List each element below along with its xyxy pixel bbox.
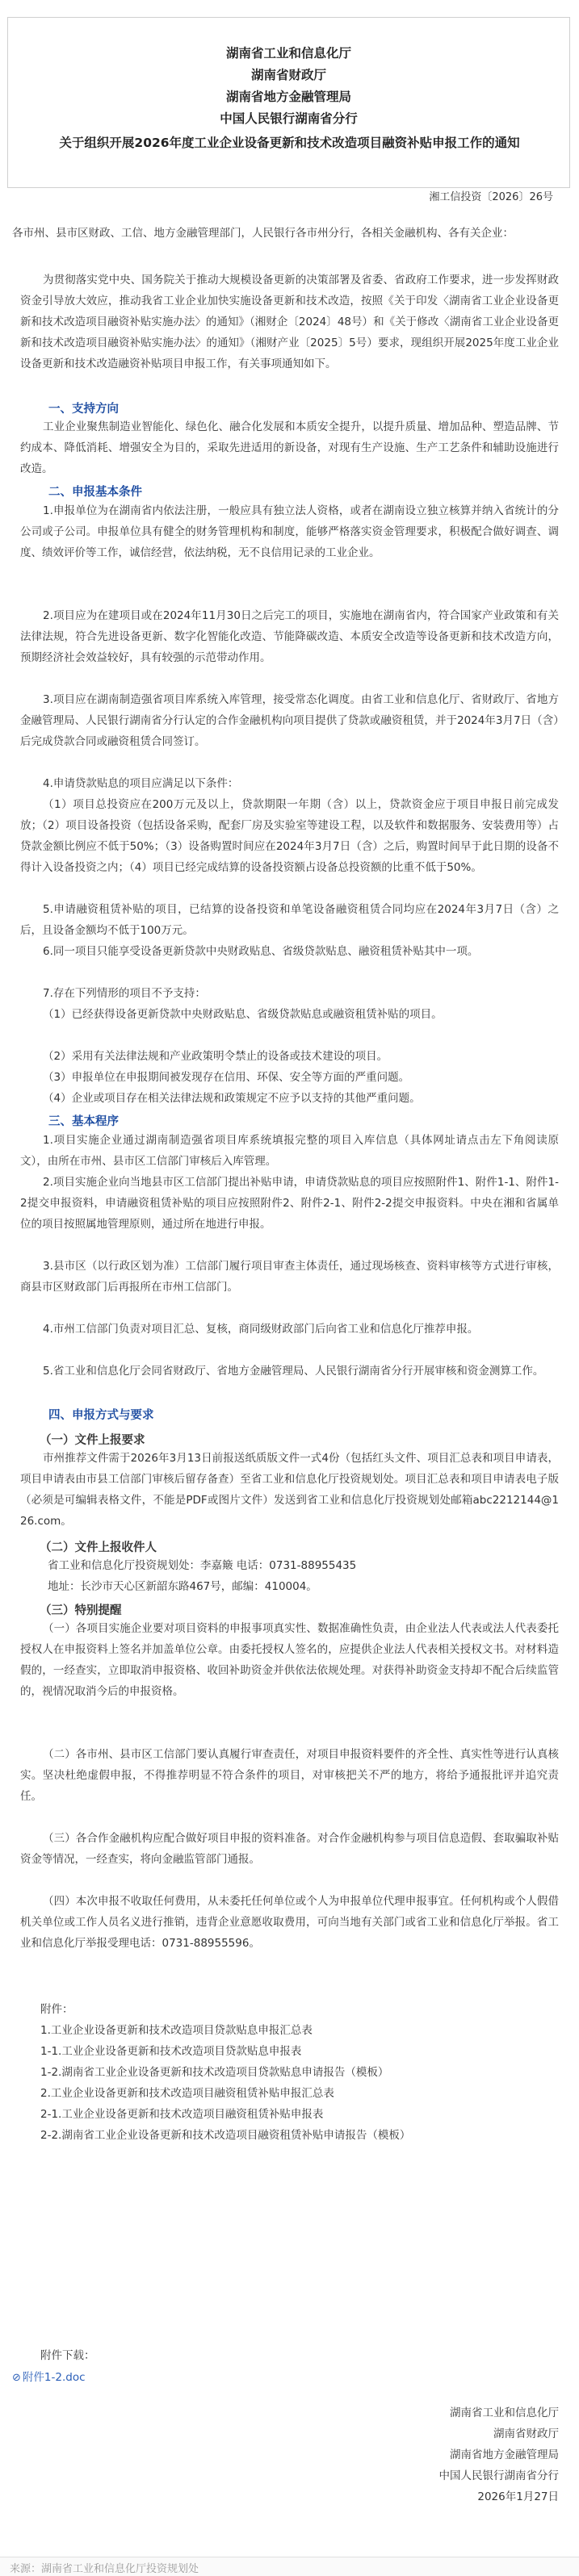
condition-item: （3）申报单位在申报期间被发现存在信用、环保、安全等方面的严重问题。 xyxy=(43,1071,410,1084)
section-heading-4: 四、申报方式与要求 xyxy=(48,1409,154,1422)
attachment-item: 2-2.湖南省工业企业设备更新和技术改造项目融资租赁补贴申请报告（模板） xyxy=(40,2129,411,2142)
attachment-item: 1-2.湖南省工业企业设备更新和技术改造项目贷款贴息申请报告（模板） xyxy=(40,2066,389,2079)
attachment-item: 2-1.工业企业设备更新和技术改造项目融资租赁补贴申报表 xyxy=(40,2108,324,2121)
condition-item: 3.项目应在湖南制造强省项目库系统入库管理，接受常态化调度。由省工业和信息化厅、省财政厅、省地方金融管理局、人民银行湖南省分行认定的合作金融机构向项目提供了贷款或融资租赁，并于2024年3月7日（含）后完成贷款合同或融资租赁合同签订。 xyxy=(20,693,559,748)
paperclip-icon: ⊘ xyxy=(12,2372,21,2384)
intro-paragraph: 为贯彻落实党中央、国务院关于推动大规模设备更新的决策部署及省委、省政府工作要求，进一步发挥财政资金引导放大效应，推动我省工业企业加快实施设备更新和技术改造，按照《关于印发〈湖南省工业企业设备更新和技术改造项目融资补贴实施办法〉的通知》（湘财企〔2024〕48号）和《关于修改〈湖南省工业企业设备更新和技术改造项目融资补贴实施办法〉的通知》（湘财产业〔2025〕5号）要求，现组织开展2025年度工业企业设备更新和技术改造融资补贴项目申报工作，有关事项通知如下。 xyxy=(20,274,559,370)
condition-item: 7.存在下列情形的项目不予支持： xyxy=(43,987,206,1000)
signature-org-1: 湖南省工业和信息化厅 xyxy=(450,2407,559,2419)
submission-requirements: 市州推荐文件需于2026年3月13日前报送纸质版文件一式4份（包括红头文件、项目汇总表和项目申请表，项目申请表由市县工信部门审核后留存备查）至省工业和信息化厅投资规划处。项目汇总表和项目申请表电子版（必须是可编辑表格文件，不能是PDF或图片文件）发送到省工业和信息化厅投资规划处邮箱abc2212144@126.com。 xyxy=(20,1452,559,1528)
salutation: 各市州、县市区财政、工信、地方金融管理部门，人民银行各市州分行，各相关金融机构、各有关企业： xyxy=(12,227,514,240)
section-heading-3: 三、基本程序 xyxy=(48,1115,119,1128)
reminder-item: （一）各项目实施企业要对项目资料的申报事项真实性、数据准确性负责，由企业法人代表或法人代表委托授权人在申报资料上签名并加盖单位公章。由委托授权人签名的，应提供企业法人代表相关授权文书。对材料造假的，一经查实，立即取消申报资格、收回补助资金并供依法依规处理。对获得补助资金支持却不配合后续监管的，视情况取消今后的申报资格。 xyxy=(20,1622,559,1698)
recipient-contact: 省工业和信息化厅投资规划处：李嘉簸 电话：0731-88955435 xyxy=(48,1559,357,1572)
document-title: 关于组织开展2026年度工业企业设备更新和技术改造项目融资补贴申报工作的通知 xyxy=(59,136,520,150)
download-label: 附件下载： xyxy=(40,2349,95,2362)
subsection-heading-3: （三）特别提醒 xyxy=(40,1604,122,1617)
procedure-item: 3.县市区（以行政区划为准）工信部门履行项目审查主体责任，通过现场核查、资料审核等方式进行审核，商县市区财政部门后再报所在市州工信部门。 xyxy=(20,1260,559,1294)
attachment-item: 2.工业企业设备更新和技术改造项目融资租赁补贴申报汇总表 xyxy=(40,2087,334,2100)
issuing-org-3: 湖南省地方金融管理局 xyxy=(225,90,351,104)
source-attribution: 来源：湖南省工业和信息化厅投资规划处 xyxy=(10,2563,199,2575)
condition-item: 1.申报单位为在湖南省内依法注册，一般应具有独立法人资格，或者在湖南设立独立核算并纳入省统计的分公司或子公司。申报单位具有健全的财务管理机构和制度，能够严格落实资金管理要求，积极配合做好调查、调度、绩效评价等工作，诚信经营，依法纳税，无不良信用记录的工业企业。 xyxy=(20,504,559,559)
document-number: 湘工信投资〔2026〕26号 xyxy=(429,191,553,203)
attachment-item: 1-1.工业企业设备更新和技术改造项目贷款贴息申报表 xyxy=(40,2045,302,2058)
procedure-item: 2.项目实施企业向当地县市区工信部门提出补贴申请，申请贷款贴息的项目应按照附件1、附件1-1、附件1-2提交申报资料，申请融资租赁补贴的项目应按照附件2、附件2-1、附件2-2提交申报资料。中央在湘和省属单位的项目按照属地管理原则，通过所在地进行申报。 xyxy=(20,1176,559,1231)
reminder-item: （二）各市州、县市区工信部门要认真履行审查责任，对项目申报资料要件的齐全性、真实性等进行认真核实。坚决杜绝虚假申报，不得推荐明显不符合条件的项目，对审核把关不严的地方，将给予通报批评并追究责任。 xyxy=(20,1748,559,1803)
attachment-item: 1.工业企业设备更新和技术改造项目贷款贴息申报汇总表 xyxy=(40,2024,313,2037)
condition-item: 5.申请融资租赁补贴的项目，已结算的设备投资和单笔设备融资租赁合同均应在2024年3月7日（含）之后，且设备金额均不低于100万元。 xyxy=(20,903,559,937)
attachment-filename: 附件1-2.doc xyxy=(22,2371,86,2384)
section-heading-2: 二、申报基本条件 xyxy=(48,486,142,499)
issuing-org-2: 湖南省财政厅 xyxy=(250,68,326,82)
subsection-heading-1: （一）文件上报要求 xyxy=(40,1434,145,1447)
reminder-item: （三）各合作金融机构应配合做好项目申报的资料准备。对合作金融机构参与项目信息造假、套取骗取补贴资金等情况，一经查实，将向金融监管部门通报。 xyxy=(20,1832,559,1866)
procedure-item: 1.项目实施企业通过湖南制造强省项目库系统填报完整的项目入库信息（具体网址请点击左下角阅读原文），由所在市州、县市区工信部门审核后入库管理。 xyxy=(20,1134,559,1168)
section-heading-1: 一、支持方向 xyxy=(48,403,119,416)
condition-item: （1）已经获得设备更新贷款中央财政贴息、省级贷款贴息或融资租赁补贴的项目。 xyxy=(43,1008,443,1021)
issuing-org-4: 中国人民银行湖南省分行 xyxy=(220,111,358,126)
subsection-heading-2: （二）文件上报收件人 xyxy=(40,1541,157,1554)
condition-item: （4）企业或项目存在相关法律法规和政策规定不应予以支持的其他严重问题。 xyxy=(43,1092,421,1105)
attachment-download-link[interactable] xyxy=(12,2368,86,2384)
condition-item: 2.项目应为在建项目或在2024年11月30日之后完工的项目，实施地在湖南省内，符合国家产业政策和有关法律法规，符合先进设备更新、数字化智能化改造、节能降碳改造、本质安全改造等设备更新和技术改造方向，预期经济社会效益较好，具有较强的示范带动作用。 xyxy=(20,609,559,664)
signature-org-3: 湖南省地方金融管理局 xyxy=(450,2448,559,2461)
condition-item: 4.申请贷款贴息的项目应满足以下条件： xyxy=(43,777,239,790)
reminder-item: （四）本次申报不收取任何费用，从未委托任何单位或个人为申报单位代理申报事宜。任何机构或个人假借机关单位或工作人员名义进行推销，违背企业意愿收取费用，可向当地有关部门或省工业和信息化厅举报。省工业和信息化厅举报受理电话：0731-88955596。 xyxy=(20,1895,559,1950)
condition-item: 6.同一项目只能享受设备更新贷款中央财政贴息、省级贷款贴息、融资租赁补贴其中一项。 xyxy=(43,945,479,958)
document-header xyxy=(7,17,570,188)
signature-org-2: 湖南省财政厅 xyxy=(493,2428,559,2440)
attachments-label: 附件： xyxy=(40,2003,73,2016)
signature-org-4: 中国人民银行湖南省分行 xyxy=(438,2469,559,2482)
procedure-item: 5.省工业和信息化厅会同省财政厅、省地方金融管理局、人民银行湖南省分行开展审核和资金测算工作。 xyxy=(43,1365,544,1378)
procedure-item: 4.市州工信部门负责对项目汇总、复核，商同级财政部门后向省工业和信息化厅推荐申报。 xyxy=(43,1323,479,1336)
recipient-address: 地址：长沙市天心区新韶东路467号，邮编：410004。 xyxy=(48,1580,317,1593)
condition-item: （2）采用有关法律法规和产业政策明令禁止的设备或技术建设的项目。 xyxy=(43,1050,388,1063)
support-direction-text: 工业企业聚焦制造业智能化、绿色化、融合化发展和本质安全提升，以提升质量、增加品种、塑造品牌、节约成本、降低消耗、增强安全为目的，采取先进适用的新设备，对现有生产设施、生产工艺条件和辅助设施进行改造。 xyxy=(20,420,559,475)
condition-item: （1）项目总投资应在200万元及以上，贷款期限一年期（含）以上，贷款资金应于项目申报日前完成发放；（2）项目设备投资（包括设备采购，配套厂房及实验室等建设工程，以及软件和数据服务、安装费用等）占贷款金额比例应不低于50%；（3）设备购置时间应在2024年3月7日（含）之后，购置时间早于此日期的设备不得计入设备投资之内；（4）项目已经完成结算的设备投资额占设备总投资额的比重不低于50%。 xyxy=(20,798,559,874)
issuing-org-1: 湖南省工业和信息化厅 xyxy=(225,46,351,61)
signature-date: 2026年1月27日 xyxy=(477,2490,559,2503)
